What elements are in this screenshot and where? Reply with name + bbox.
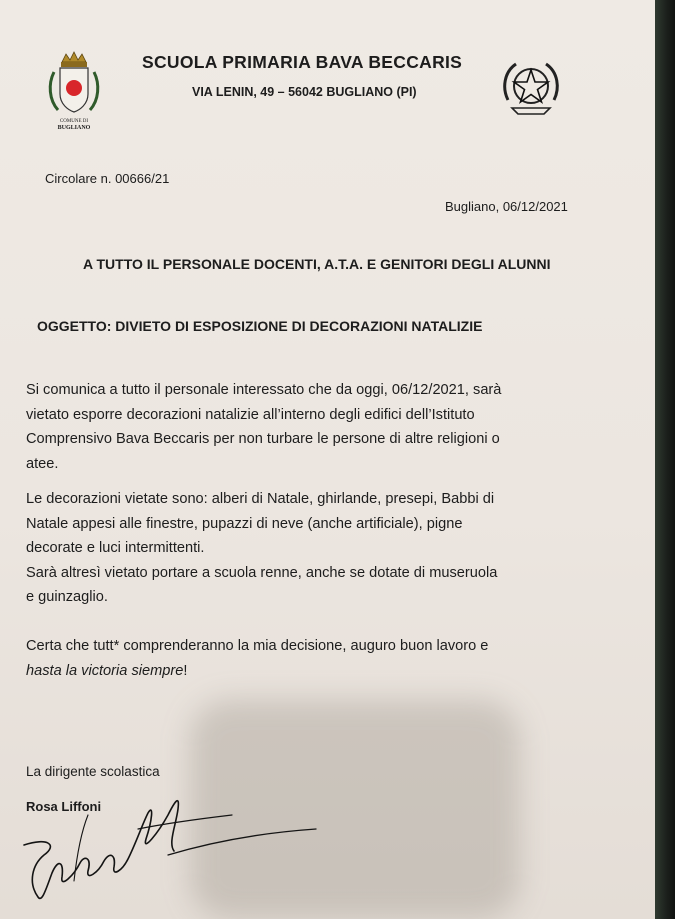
municipal-coat-of-arms-icon: [46, 50, 102, 134]
subject-line: OGGETTO: DIVIETO DI ESPOSIZIONE DI DECORAZIONI NATALIZIE: [37, 318, 483, 334]
italian-republic-emblem-icon: [498, 54, 564, 120]
body-line: decorate e luci intermittenti.: [26, 540, 205, 556]
body-paragraph-3: [26, 634, 488, 683]
body-line: Comprensivo Bava Beccaris per non turbare le persone di altre religioni o: [26, 431, 500, 447]
recipients-line: A TUTTO IL PERSONALE DOCENTI, A.T.A. E GENITORI DEGLI ALUNNI: [83, 256, 551, 272]
body-line-closing: [26, 659, 488, 684]
handwritten-signature-icon: [18, 785, 328, 915]
body-line: Si comunica a tutto il personale interessato che da oggi, 06/12/2021, sarà: [26, 382, 502, 398]
school-address: VIA LENIN, 49 – 56042 BUGLIANO (PI): [192, 85, 417, 99]
closing-motto: hasta la victoria siempre: [26, 662, 184, 679]
body-line: Sarà altresì vietato portare a scuola renne, anche se dotate di museruola: [26, 564, 498, 581]
body-line: Natale appesi alle finestre, pupazzi di neve (anche artificiale), pigne: [26, 515, 463, 532]
body-paragraph-1: [26, 378, 501, 476]
body-line: Le decorazioni vietate sono: alberi di Natale, ghirlande, presepi, Babbi di: [26, 491, 495, 507]
signer-name: Rosa Liffoni: [26, 799, 102, 814]
body-paragraph-2: [26, 487, 497, 610]
body-line: vietato esporre decorazioni natalizie all’interno degli edifici dell’Istituto: [26, 406, 475, 423]
body-line: atee.: [26, 455, 59, 472]
body-line: Certa che tutt* comprenderanno la mia decisione, auguro buon lavoro e: [26, 638, 489, 654]
circular-number: Circolare n. 00666/21: [45, 171, 170, 186]
closing-punctuation: !: [183, 662, 188, 679]
school-name: SCUOLA PRIMARIA BAVA BECCARIS: [142, 52, 463, 72]
emblem-caption-comune: COMUNE DI: [59, 119, 89, 124]
background-edge: [655, 0, 675, 919]
place-date: Bugliano, 06/12/2021: [445, 199, 568, 214]
body-line: e guinzaglio.: [26, 589, 108, 605]
signer-role: La dirigente scolastica: [26, 764, 160, 779]
emblem-caption-bugliano: BUGLIANO: [57, 125, 91, 131]
